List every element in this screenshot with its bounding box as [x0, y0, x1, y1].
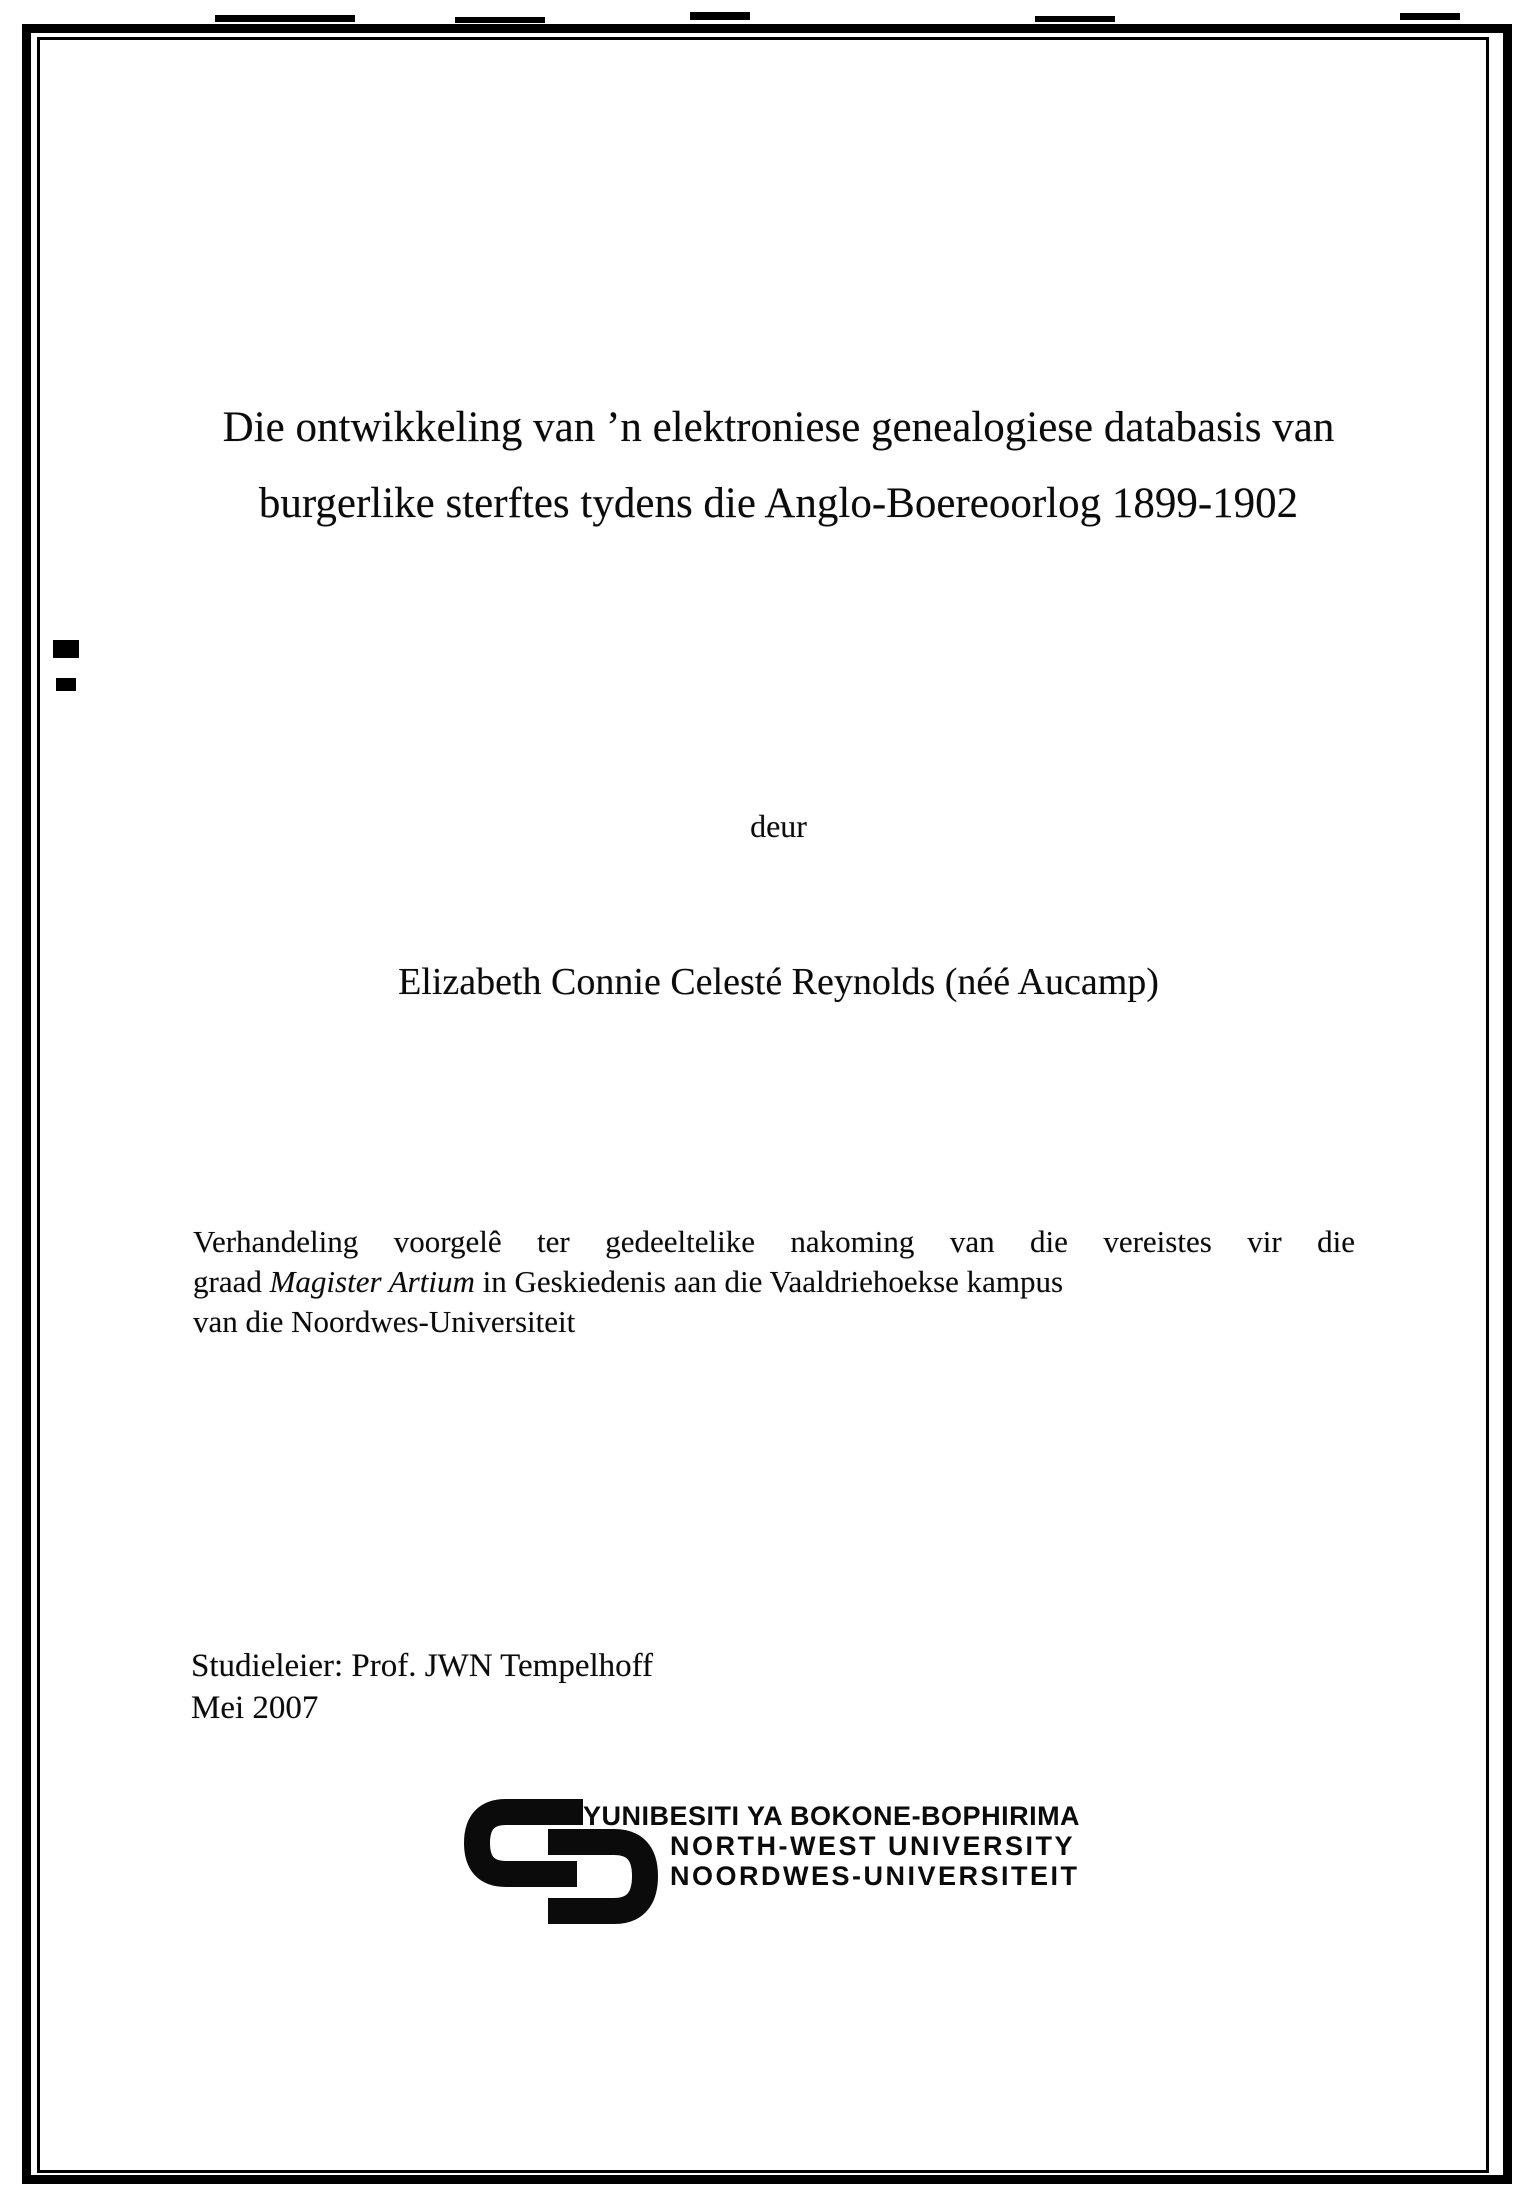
scan-artifact — [1035, 16, 1115, 22]
degree-statement — [193, 1222, 1355, 1342]
university-name-english: NORTH-WEST UNIVERSITY — [670, 1831, 1076, 1861]
author-name: Elizabeth Connie Celesté Reynolds (néé Aucamp) — [398, 961, 1159, 1003]
university-logo-text — [583, 1801, 1080, 1891]
scan-artifact — [690, 12, 750, 20]
scan-artifact — [215, 15, 355, 22]
university-name-afrikaans: NOORDWES-UNIVERSITEIT — [670, 1861, 1080, 1891]
degree-name-italic: Magister Artium — [269, 1264, 475, 1299]
supervisor-line: Studieleier: Prof. JWN Tempelhoff — [191, 1648, 654, 1684]
byline-label: deur — [750, 808, 807, 844]
degree-statement-line2 — [193, 1262, 1355, 1302]
degree-statement-line1: Verhandeling voorgelê ter gedeeltelike nakoming van die vereistes vir die — [193, 1224, 1355, 1259]
thesis-title — [40, 390, 1517, 542]
degree-statement-line2-prefix: graad — [193, 1264, 270, 1299]
university-name-setswana: YUNIBESITI YA BOKONE-BOPHIRIMA — [583, 1801, 1081, 1831]
thesis-title-line1: Die ontwikkeling van ’n elektroniese genealogiese databasis van — [222, 404, 1335, 451]
supervisor-block — [191, 1645, 653, 1729]
scan-artifact — [1400, 13, 1460, 20]
degree-statement-line2-suffix: in Geskiedenis aan die Vaaldriehoekse kampus — [474, 1264, 1064, 1299]
date-line: Mei 2007 — [191, 1690, 319, 1726]
scan-artifact — [455, 17, 545, 23]
degree-statement-line3: van die Noordwes-Universiteit — [193, 1304, 576, 1339]
thesis-title-line2: burgerlike sterftes tydens die Anglo-Boereoorlog 1899-1902 — [258, 480, 1299, 527]
scan-artifact — [56, 678, 76, 691]
scan-artifact — [53, 640, 79, 658]
